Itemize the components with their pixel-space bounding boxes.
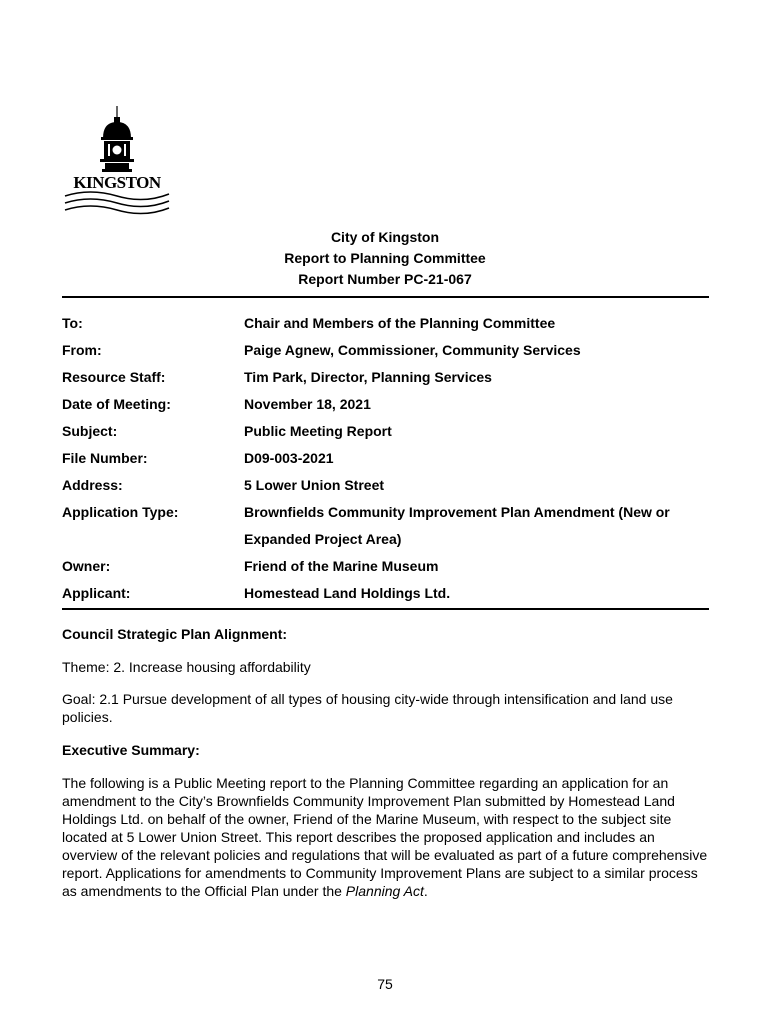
meta-row-subject [62,418,712,445]
meta-label: Resource Staff: [62,369,166,385]
meta-label: Address: [62,477,123,493]
meta-row-applicant [62,580,712,607]
heading-city: City of Kingston [330,229,440,245]
strategic-plan-heading: Council Strategic Plan Alignment: [62,626,288,642]
executive-summary-heading: Executive Summary: [62,742,200,758]
meta-value: Chair and Members of the Planning Committee [244,315,556,331]
meta-label: Subject: [62,423,118,439]
meta-label: Owner: [62,558,111,574]
top-divider [62,296,709,298]
meta-row-resource-staff [62,364,712,391]
strategic-goal: Goal: 2.1 Pursue development of all types of housing city-wide through intensification and land use policies. [62,691,673,725]
meta-row-address [62,472,712,499]
meta-label: Applicant: [62,585,131,601]
meta-value: Public Meeting Report [244,423,392,439]
report-heading [0,227,770,290]
heading-report-number: Report Number PC-21-067 [298,271,472,287]
city-hall-dome-logo-icon [62,104,172,216]
kingston-logo [62,104,172,216]
bottom-divider [62,608,709,610]
executive-summary [62,774,712,900]
summary-end: . [423,883,428,899]
meta-row-file-number [62,445,712,472]
meta-row-owner [62,553,712,580]
strategic-theme: Theme: 2. Increase housing affordability [62,659,311,675]
meta-row-application-type [62,499,712,553]
meta-value: Friend of the Marine Museum [244,558,439,574]
meta-value: November 18, 2021 [244,396,371,412]
page-number: 75 [377,976,393,992]
svg-text:KINGSTON: KINGSTON [73,173,161,192]
meta-value: Homestead Land Holdings Ltd. [244,585,451,601]
meta-label: Date of Meeting: [62,396,171,412]
heading-report-to: Report to Planning Committee [284,250,486,266]
meta-label: File Number: [62,450,148,466]
executive-summary-text [62,774,712,900]
summary-body: The following is a Public Meeting report to the Planning Committee regarding an application for an amendment to the City’s Brownfields Community Improvement Plan submitted by Homestead Land Holdings Ltd. on behalf of the owner, Friend of the Marine Museum, with respect to the subject site located at 5 Lower Union Street. This report describes the proposed application and includes an overview of the relevant policies and regulations that will be evaluated as part of a future comprehensive report. Applications for amendments to Community Improvement Plans are subject to a similar process as amendments to the Official Plan under the [62,775,708,899]
meta-value: Paige Agnew, Commissioner, Community Services [244,342,581,358]
meta-row-from [62,337,712,364]
meta-label: Application Type: [62,504,179,520]
report-body [62,624,712,900]
meta-value: D09-003-2021 [244,450,334,466]
meta-row-date [62,391,712,418]
meta-label: From: [62,342,102,358]
meta-value: Tim Park, Director, Planning Services [244,369,492,385]
meta-row-to [62,310,712,337]
meta-value: Brownfields Community Improvement Plan Amendment (New or Expanded Project Area) [244,504,670,547]
meta-label: To: [62,315,83,331]
meta-value: 5 Lower Union Street [244,477,385,493]
planning-act-reference: Planning Act [345,883,424,899]
report-metadata [62,310,712,607]
